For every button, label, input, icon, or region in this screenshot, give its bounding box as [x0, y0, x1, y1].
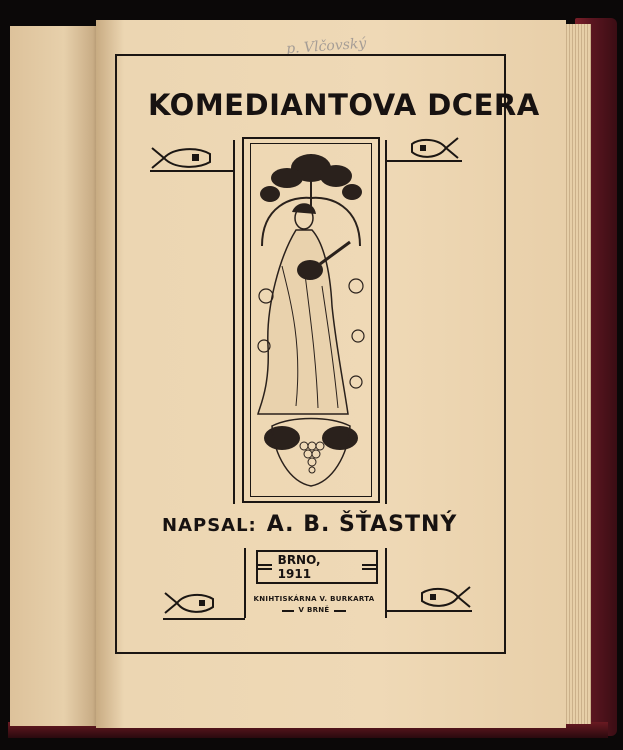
- right-lower-rule: [385, 548, 387, 618]
- ornament-dash: [282, 610, 294, 612]
- woman-with-mandolin-illustration: [252, 146, 370, 494]
- ornament-dash: [334, 610, 346, 612]
- publication-place-box: [256, 550, 378, 584]
- ornament-line: [386, 160, 462, 162]
- fish-icon: [150, 145, 212, 171]
- handwritten-note: p. Vlčovský: [285, 35, 367, 58]
- ornament-line: [386, 610, 472, 612]
- ornament-dash: [362, 564, 376, 570]
- printer-imprint: [250, 594, 378, 616]
- printer-city: V BRNĚ: [298, 606, 330, 614]
- book-title: KOMEDIANTOVA DCERA: [148, 88, 540, 122]
- author-label: NAPSAL:: [162, 515, 257, 536]
- ornament-line: [150, 170, 234, 172]
- left-lower-rule: [244, 548, 246, 618]
- ornament-dash: [258, 564, 272, 570]
- printer-name: KNIHTISKÁRNA V. BURKARTA: [253, 595, 375, 603]
- right-rule: [385, 140, 387, 504]
- publication-place-year: BRNO, 1911: [277, 553, 321, 581]
- fish-icon: [163, 590, 215, 616]
- left-rule: [233, 140, 235, 504]
- left-page: [10, 26, 100, 726]
- fish-icon: [410, 135, 460, 161]
- author-name: A. B. ŠŤASTNÝ: [266, 512, 458, 537]
- fish-icon: [420, 584, 472, 610]
- ornament-line: [163, 618, 245, 620]
- author-line: [162, 512, 457, 537]
